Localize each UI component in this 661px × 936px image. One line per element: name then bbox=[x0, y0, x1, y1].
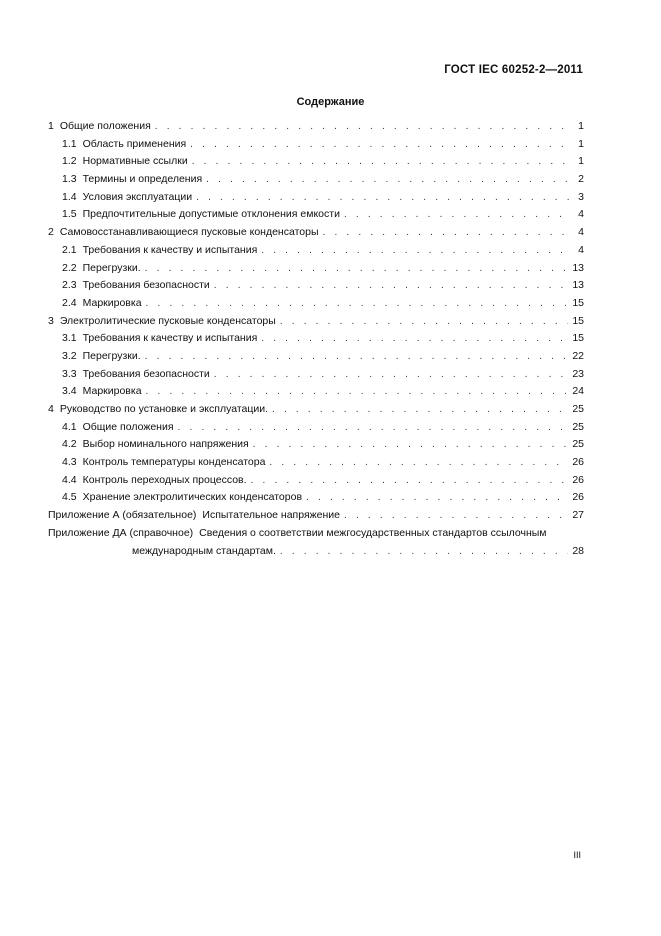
leader-dots bbox=[196, 192, 570, 203]
leader-dots bbox=[253, 439, 569, 450]
toc-label: Термины и определения bbox=[82, 173, 203, 186]
toc-page: 2 bbox=[578, 173, 584, 186]
toc-entry[interactable]: 3.1 Требования к качеству и испытания . . . 15 bbox=[48, 332, 584, 350]
toc-page: 1 bbox=[578, 137, 584, 150]
toc-entry[interactable]: 2.3 Требования безопасности . . . 13 bbox=[48, 279, 584, 297]
toc-appendix-a[interactable] bbox=[48, 509, 584, 527]
toc-label: Нормативные ссылки bbox=[82, 155, 188, 168]
toc-label: Требования безопасности bbox=[82, 367, 210, 380]
toc-page: 26 bbox=[572, 473, 584, 486]
toc-entry[interactable]: 4.3 Контроль температуры конденсатора . . . 26 bbox=[48, 456, 584, 474]
toc-page: 15 bbox=[572, 332, 584, 345]
toc-entry[interactable]: 3.4 Маркировка . . . 24 bbox=[48, 385, 584, 403]
toc-page: 15 bbox=[572, 296, 584, 309]
toc-entry[interactable]: 2 Самовосстанавливающиеся пусковые конденсаторы . . . 4 bbox=[48, 226, 584, 244]
leader-dots bbox=[146, 298, 569, 309]
toc-page: 4 bbox=[578, 243, 584, 256]
leader-dots bbox=[214, 369, 569, 380]
toc-label: Область применения bbox=[82, 137, 187, 150]
leader-dots bbox=[269, 457, 568, 468]
toc-page: 26 bbox=[572, 456, 584, 469]
toc-entry[interactable]: 4 Руководство по установке и эксплуатации. . . . 25 bbox=[48, 403, 584, 421]
toc-label: Предпочтительные допустимые отклонения емкости bbox=[82, 208, 340, 221]
leader-dots bbox=[178, 422, 569, 433]
leader-dots bbox=[190, 139, 570, 150]
toc-label: Хранение электролитических конденсаторов bbox=[82, 491, 303, 504]
toc-appendix-da-continuation[interactable] bbox=[48, 545, 584, 563]
leader-dots bbox=[261, 245, 570, 256]
toc-entry[interactable]: 2.2 Перегрузки. . . . 13 bbox=[48, 262, 584, 280]
toc-label: Маркировка bbox=[82, 296, 142, 309]
toc-appendix-da[interactable] bbox=[48, 527, 584, 545]
appendix-a-label: Приложение А (обязательное) bbox=[48, 509, 197, 522]
toc-label: Контроль температуры конденсатора bbox=[82, 456, 266, 469]
leader-dots bbox=[155, 121, 570, 132]
toc-label: Требования безопасности bbox=[82, 279, 210, 292]
toc-page: 4 bbox=[578, 208, 584, 221]
toc-page: 24 bbox=[572, 385, 584, 398]
leader-dots bbox=[192, 156, 570, 167]
toc-page: 23 bbox=[572, 367, 584, 380]
toc-label: Электролитические пусковые конденсаторы bbox=[59, 314, 276, 327]
leader-dots bbox=[323, 227, 570, 238]
toc-page: 25 bbox=[572, 420, 584, 433]
toc-page: 1 bbox=[578, 120, 584, 132]
leader-dots bbox=[145, 351, 569, 362]
table-of-contents bbox=[48, 120, 584, 562]
toc-page: 13 bbox=[572, 261, 584, 274]
toc-page: 3 bbox=[578, 190, 584, 203]
leader-dots bbox=[146, 386, 569, 397]
toc-entry[interactable]: 2.4 Маркировка . . . 15 bbox=[48, 297, 584, 315]
toc-page: 22 bbox=[572, 349, 584, 362]
toc-entry[interactable]: 4.1 Общие положения . . . 25 bbox=[48, 421, 584, 439]
toc-label: Перегрузки. bbox=[82, 261, 141, 274]
toc-page: 1 bbox=[578, 155, 584, 168]
toc-entry[interactable]: 1.1 Область применения . . . 1 bbox=[48, 138, 584, 156]
leader-dots bbox=[280, 316, 569, 327]
toc-page: 27 bbox=[572, 509, 584, 522]
toc-label: Условия эксплуатации bbox=[82, 190, 193, 203]
leader-dots bbox=[251, 475, 569, 486]
toc-entry[interactable]: 1 Общие положения . . . 1 bbox=[48, 120, 584, 138]
toc-label: Маркировка bbox=[82, 385, 142, 398]
leader-dots bbox=[280, 546, 568, 557]
toc-page: 26 bbox=[572, 491, 584, 504]
toc-label: Перегрузки. bbox=[82, 349, 141, 362]
appendix-a-title: Испытательное напряжение bbox=[202, 509, 341, 522]
toc-label: Самовосстанавливающиеся пусковые конденсаторы bbox=[59, 226, 319, 239]
toc-entry[interactable]: 1.2 Нормативные ссылки . . . 1 bbox=[48, 155, 584, 173]
toc-page: 13 bbox=[572, 279, 584, 292]
toc-page: 25 bbox=[572, 403, 584, 415]
toc-label: Требования к качеству и испытания bbox=[82, 243, 258, 256]
leader-dots bbox=[206, 174, 570, 185]
toc-label: Общие положения bbox=[59, 120, 151, 132]
toc-page: 25 bbox=[572, 438, 584, 451]
toc-entry[interactable]: 4.2 Выбор номинального напряжения . . . 25 bbox=[48, 438, 584, 456]
leader-dots bbox=[306, 492, 568, 503]
appendix-da-label: Приложение ДА (справочное) bbox=[48, 526, 194, 539]
toc-entry[interactable]: 4.5 Хранение электролитических конденсаторов . . . 26 bbox=[48, 491, 584, 509]
leader-dots bbox=[145, 263, 569, 274]
toc-page: 15 bbox=[572, 314, 584, 327]
toc-label: Общие положения bbox=[82, 420, 174, 433]
toc-entry[interactable]: 2.1 Требования к качеству и испытания . . . 4 bbox=[48, 244, 584, 262]
toc-entry[interactable]: 3 Электролитические пусковые конденсаторы . . . 15 bbox=[48, 315, 584, 333]
toc-label: Выбор номинального напряжения bbox=[82, 438, 249, 451]
toc-label: Требования к качеству и испытания bbox=[82, 332, 258, 345]
leader-dots bbox=[214, 280, 569, 291]
toc-page: 4 bbox=[578, 226, 584, 239]
page-number: III bbox=[573, 850, 581, 860]
toc-entry[interactable]: 4.4 Контроль переходных процессов. . . . 26 bbox=[48, 474, 584, 492]
appendix-da-title-line1: Сведения о соответствии межгосударственных стандартов ссылочным bbox=[199, 526, 547, 539]
appendix-da-title-line2: международным стандартам. bbox=[132, 544, 276, 557]
leader-dots bbox=[261, 333, 568, 344]
toc-page: 28 bbox=[572, 544, 584, 557]
leader-dots bbox=[272, 404, 568, 415]
toc-entry[interactable]: 1.3 Термины и определения . . . 2 bbox=[48, 173, 584, 191]
toc-entry[interactable]: 3.2 Перегрузки. . . . 22 bbox=[48, 350, 584, 368]
toc-entry[interactable]: 1.5 Предпочтительные допустимые отклонения емкости . . . 4 bbox=[48, 208, 584, 226]
document-header: ГОСТ IEC 60252-2—2011 bbox=[444, 64, 583, 76]
toc-label: Руководство по установке и эксплуатации. bbox=[59, 403, 269, 415]
toc-label: Контроль переходных процессов. bbox=[82, 473, 247, 486]
page-title: Содержание bbox=[296, 96, 365, 108]
toc-entry[interactable]: 1.4 Условия эксплуатации . . . 3 bbox=[48, 191, 584, 209]
leader-dots bbox=[344, 209, 570, 220]
toc-entry[interactable]: 3.3 Требования безопасности . . . 23 bbox=[48, 368, 584, 386]
leader-dots bbox=[344, 510, 568, 521]
